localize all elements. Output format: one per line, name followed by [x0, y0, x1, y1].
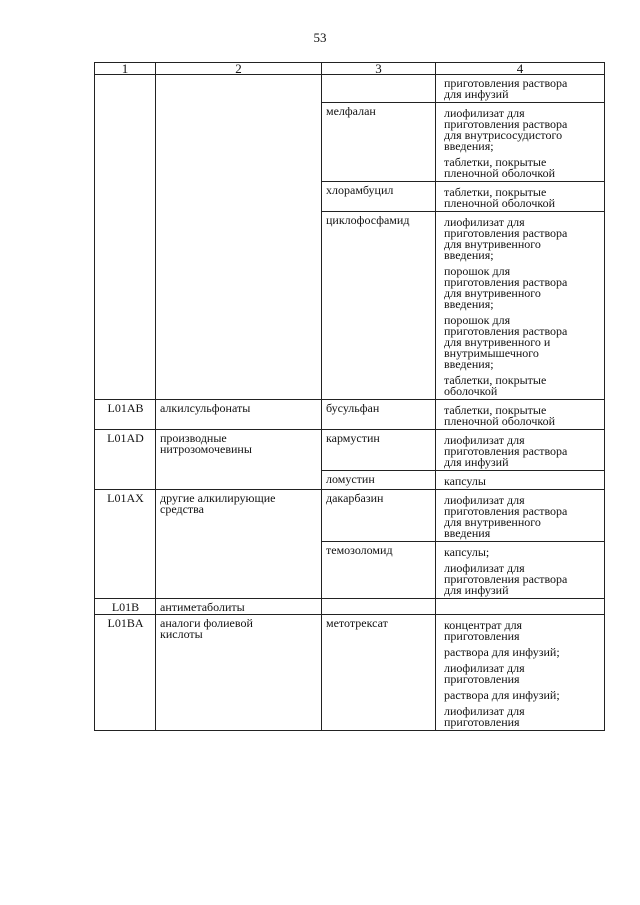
- table-row: [95, 400, 605, 430]
- atc-code-cell: L01B: [95, 599, 156, 615]
- atc-group-cell: производные нитрозомочевины: [156, 430, 322, 490]
- table-row: [95, 615, 605, 731]
- drug-name-cell: кармустин: [322, 430, 436, 471]
- atc-code-cell: L01AX: [95, 490, 156, 599]
- dosage-form: лиофилизат для приготовления раствора для внутривенного введения;: [444, 215, 568, 262]
- atc-group-cell: другие алкилирующие средства: [156, 490, 322, 599]
- dosage-forms-cell: [436, 471, 605, 490]
- dosage-form: порошок для приготовления раствора для внутривенного и внутримышечного введения;: [444, 313, 568, 371]
- dosage-form: таблетки, покрытые пленочной оболочкой: [444, 185, 556, 210]
- dosage-form: лиофилизат для приготовления раствора для инфузий: [444, 561, 568, 597]
- dosage-form: приготовления раствора для инфузий: [444, 76, 568, 101]
- dosage-form: лиофилизат для приготовления: [444, 661, 525, 686]
- dosage-form: таблетки, покрытые оболочкой: [444, 373, 547, 398]
- page-number: 53: [313, 30, 327, 45]
- dosage-forms-cell: [436, 599, 605, 615]
- drug-name-cell: метотрексат: [322, 615, 436, 731]
- drug-name-cell: дакарбазин: [322, 490, 436, 542]
- column-header-2: 2: [156, 63, 322, 75]
- dosage-forms-cell: [436, 400, 605, 430]
- table-header-row: [95, 63, 605, 75]
- dosage-form: лиофилизат для приготовления: [444, 704, 525, 729]
- dosage-forms-cell: [436, 103, 605, 182]
- table-row: [95, 75, 605, 103]
- dosage-form: лиофилизат для приготовления раствора для внутрисосудистого введения;: [444, 106, 568, 153]
- dosage-forms-cell: [436, 430, 605, 471]
- atc-group-cell: алкилсульфонаты: [156, 400, 322, 430]
- column-header-1: 1: [95, 63, 156, 75]
- table-row: [95, 599, 605, 615]
- drug-name-cell: [322, 75, 436, 103]
- column-header-3: 3: [322, 63, 436, 75]
- atc-group-cell: аналоги фолиевой кислоты: [156, 615, 322, 731]
- dosage-form: порошок для приготовления раствора для внутривенного введения;: [444, 264, 568, 311]
- dosage-forms-cell: [436, 182, 605, 212]
- dosage-form: [440, 602, 601, 605]
- atc-code-cell: L01AB: [95, 400, 156, 430]
- drug-name-cell: бусульфан: [322, 400, 436, 430]
- dosage-form: концентрат для приготовления: [444, 618, 523, 643]
- dosage-form: раствора для инфузий;: [444, 645, 560, 659]
- dosage-forms-cell: [436, 615, 605, 731]
- dosage-form: капсулы;: [444, 545, 490, 559]
- drug-name-cell: темозоломид: [322, 542, 436, 599]
- table-row: [95, 490, 605, 542]
- drug-name-cell: [322, 599, 436, 615]
- dosage-form: капсулы: [444, 474, 486, 488]
- dosage-form: таблетки, покрытые пленочной оболочкой: [444, 403, 556, 428]
- drug-name-cell: циклофосфамид: [322, 212, 436, 400]
- drug-name-cell: мелфалан: [322, 103, 436, 182]
- dosage-form: таблетки, покрытые пленочной оболочкой: [444, 155, 556, 180]
- atc-code-cell: L01AD: [95, 430, 156, 490]
- dosage-forms-cell: [436, 212, 605, 400]
- atc-group-cell: антиметаболиты: [156, 599, 322, 615]
- dosage-forms-cell: [436, 75, 605, 103]
- dosage-form: раствора для инфузий;: [444, 688, 560, 702]
- atc-code-cell: [95, 75, 156, 400]
- table-row: [95, 430, 605, 471]
- atc-group-cell: [156, 75, 322, 400]
- drug-name-cell: ломустин: [322, 471, 436, 490]
- drug-name-cell: хлорамбуцил: [322, 182, 436, 212]
- dosage-forms-cell: [436, 542, 605, 599]
- dosage-forms-cell: [436, 490, 605, 542]
- dosage-form: лиофилизат для приготовления раствора для инфузий: [444, 433, 568, 469]
- dosage-form: лиофилизат для приготовления раствора для внутривенного введения: [444, 493, 568, 540]
- column-header-4: 4: [436, 63, 605, 75]
- atc-code-cell: L01BA: [95, 615, 156, 731]
- drug-table: [94, 62, 605, 731]
